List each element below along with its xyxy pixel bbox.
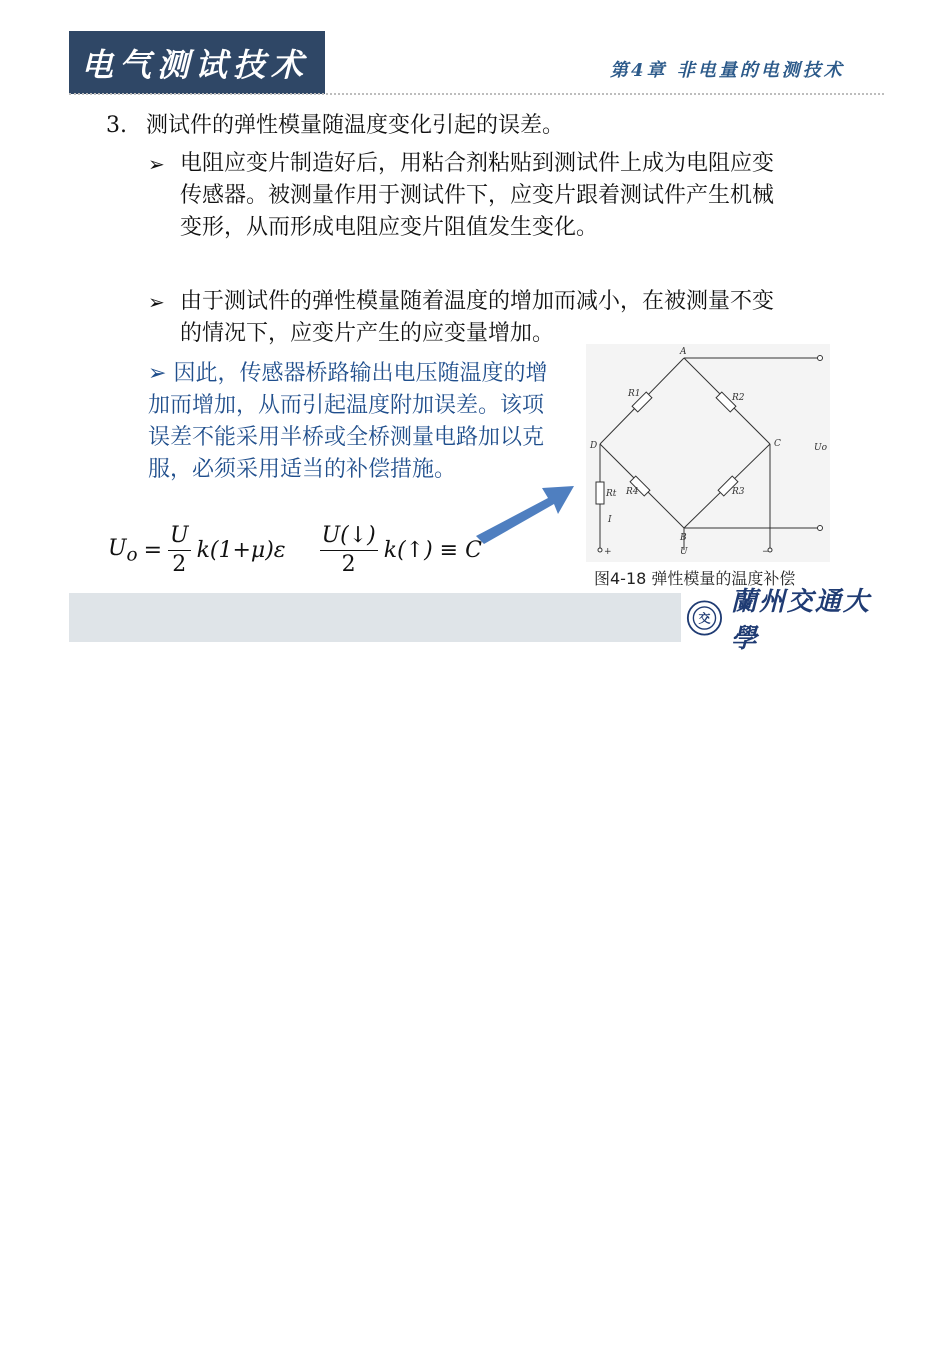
bullet-arrow-icon: ➢ — [148, 290, 165, 314]
formula-lhs: $U_o$ — [108, 535, 138, 566]
bullet-arrow-icon: ➢ — [148, 361, 167, 386]
node-label-c: C — [774, 439, 781, 449]
fraction-1-denominator: 2 — [172, 552, 187, 577]
bullet-point-3 — [148, 358, 548, 486]
bullet-text-3: 因此，传感器桥路输出电压随温度的增加而增加，从而引起温度附加误差。该项误差不能采用半桥或全桥测量电路加以克服，必须采用适当的补偿措施。 — [148, 361, 548, 482]
formula — [108, 522, 482, 579]
university-name: 蘭州交通大學 — [730, 587, 871, 654]
node-label-d: D — [590, 441, 598, 451]
supply-label: U — [680, 547, 688, 557]
bullet-point-1 — [148, 148, 788, 244]
bullet-text-1: 电阻应变片制造好后，用粘合剂粘贴到测试件上成为电阻应变传感器。被测量作用于测试件下，应变片跟着测试件产生机械变形，从而形成电阻应变片阻值发生变化。 — [180, 151, 775, 240]
slide — [0, 0, 952, 654]
bullet-text-2: 由于测试件的弹性模量随着温度的增加而减小，在被测量不变的情况下，应变片产生的应变量增加。 — [180, 289, 775, 346]
university-seal-icon — [686, 598, 723, 638]
minus-label: − — [762, 547, 770, 557]
university-logo — [686, 587, 886, 654]
footer-bar — [69, 593, 681, 642]
resistor-label-r4: R4 — [626, 487, 639, 497]
item-heading: 测试件的弹性模量随温度变化引起的误差。 — [146, 113, 565, 138]
fraction-2-denominator: 2 — [341, 552, 356, 577]
course-title: 电气测试技术 — [69, 31, 325, 94]
formula-fraction-1 — [168, 522, 191, 579]
resistor-label-rt: Rt — [606, 489, 617, 499]
item-number: 3. — [106, 113, 127, 138]
formula-lhs-subscript: o — [126, 544, 138, 566]
output-label-uo: Uo — [814, 443, 828, 453]
formula-term-1: k(1+μ)ε — [196, 538, 286, 563]
current-label: I — [608, 515, 612, 525]
bullet-arrow-icon: ➢ — [148, 152, 165, 176]
bullet-point-2 — [148, 286, 788, 350]
figure-caption: 图4-18 弹性模量的温度补偿 — [594, 569, 796, 588]
formula-equals: = — [143, 538, 163, 563]
node-label-b: B — [680, 533, 687, 543]
fraction-2-numerator: U(↓) — [320, 522, 378, 551]
plus-label: + — [604, 547, 612, 557]
resistor-label-r2: R2 — [732, 393, 745, 403]
header-divider — [69, 93, 884, 95]
resistor-label-r1: R1 — [628, 389, 641, 399]
node-label-a: A — [680, 347, 687, 357]
seal-text: 交 — [698, 611, 711, 626]
fraction-1-numerator: U — [168, 522, 191, 551]
formula-fraction-2 — [320, 522, 378, 579]
pointer-arrow-icon — [470, 478, 580, 548]
resistor-label-r3: R3 — [732, 487, 745, 497]
bridge-circuit-diagram — [586, 344, 830, 562]
chapter-title: 第4章 非电量的电测技术 — [610, 60, 845, 81]
formula-term-2: k(↑) ≡ C — [383, 538, 482, 563]
